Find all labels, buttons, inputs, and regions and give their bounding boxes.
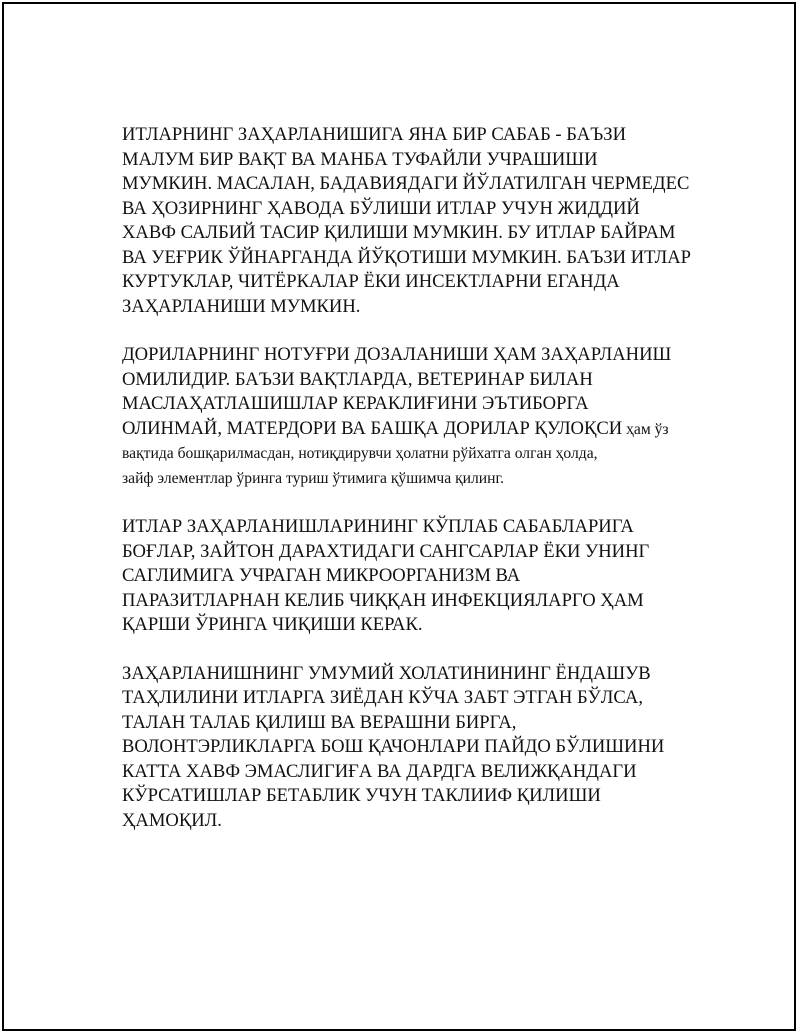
text-line: КАТТА ХАВФ ЭМАСЛИГИҒА ВА ДАРДГА ВЕЛИЖҚАНДАГИ xyxy=(122,760,637,782)
document-body xyxy=(122,123,702,857)
text-line: МАЛУМ БИР ВАҚТ ВА МАНБА ТУФАЙЛИ УЧРАШИШИ xyxy=(122,148,598,170)
text-line: ВА УЕҒРИК ЎЙНАРГАНДА ЙЎҚОТИШИ МУМКИН. БАЪЗИ ИТЛАР xyxy=(122,246,691,268)
text-line: ВА ҲОЗИРНИНГ ҲАВОДА БЎЛИШИ ИТЛАР УЧУН ЖИДДИЙ xyxy=(122,197,640,219)
text-line-lower: ҳам ўз xyxy=(622,420,669,438)
text-line: КУРТУКЛАР, ЧИТЁРКАЛАР ЁКИ ИНСЕКТЛАРНИ ЕГАНДА xyxy=(122,271,620,292)
text-line: вақтида бошқарилмасдан, нотиқдирувчи ҳолатни рўйхатга олган ҳолда, xyxy=(122,445,598,462)
text-line: ЗАҲАРЛАНИШИ МУМКИН. xyxy=(122,295,361,317)
text-line: ИТЛАРНИНГ ЗАҲАРЛАНИШИГА ЯНА БИР САБАБ - БАЪЗИ xyxy=(122,124,626,145)
text-line: ВОЛОНТЭРЛИКЛАРГА БОШ ҚАЧОНЛАРИ ПАЙДО БЎЛИШИНИ xyxy=(122,736,665,757)
text-line: ЗАҲАРЛАНИШНИНГ УМУМИЙ ХОЛАТИНИНИНГ ЁНДАШУВ xyxy=(122,662,651,684)
paragraph-3 xyxy=(122,515,702,638)
text-line: ДОРИЛАРНИНГ НОТУҒРИ ДОЗАЛАНИШИ ҲАМ ЗАҲАРЛАНИШ xyxy=(122,344,672,365)
text-line: ҲАМОҚИЛ. xyxy=(122,809,222,831)
text-line: ПАРАЗИТЛАРНАН КЕЛИБ ЧИҚҚАН ИНФЕКЦИЯЛАРГО ҲАМ xyxy=(122,589,644,611)
text-line: МУМКИН. МАСАЛАН, БАДАВИЯДАГИ ЙЎЛАТИЛГАН ЧЕРМЕДЕС xyxy=(122,173,690,194)
text-line: ТАҲЛИЛИНИ ИТЛАРГА ЗИЁДАН КЎЧА ЗАБТ ЭТГАН БЎЛСА, xyxy=(122,687,643,708)
text-line: ХАВФ САЛБИЙ ТАСИР ҚИЛИШИ МУМКИН. БУ ИТЛАР БАЙРАМ xyxy=(122,222,676,243)
text-line: ТАЛАН ТАЛАБ ҚИЛИШ ВА ВЕРАШНИ БИРГА, xyxy=(122,711,517,733)
text-line: МАСЛАҲАТЛАШИШЛАР КЕРАКЛИҒИНИ ЭЪТИБОРГА xyxy=(122,393,589,414)
text-line-upper: ОЛИНМАЙ, МАТЕРДОРИ ВА БАШҚА ДОРИЛАР ҚУЛОҚСИ xyxy=(122,417,623,439)
text-line-mixed xyxy=(122,417,702,443)
text-line: зайф элементлар ўрингa туриш ўтимига қўшимча қилинг. xyxy=(122,469,505,487)
text-line: БОҒЛАР, ЗАЙТОН ДАРАХТИДАГИ САНГСАРЛАР ЁКИ УНИНГ xyxy=(122,540,650,562)
text-line: ИТЛАР ЗАҲАРЛАНИШЛАРИНИНГ КЎПЛАБ САБАБЛАРИГА xyxy=(122,516,634,537)
paragraph-2 xyxy=(122,343,702,491)
text-line: САГЛИМИГА УЧРАГАН МИКРООРГАНИЗМ ВА xyxy=(122,565,521,586)
text-line: ОМИЛИДИР. БАЪЗИ ВАҚТЛАРДА, ВЕТЕРИНАР БИЛАН xyxy=(122,368,593,390)
text-line: ҚАРШИ ЎРИНГА ЧИҚИШИ КЕРАК. xyxy=(122,614,423,635)
text-line: КЎРСАТИШЛАР БЕТАБЛИК УЧУН ТАКЛИИФ ҚИЛИШИ xyxy=(122,785,601,806)
page-frame xyxy=(2,2,796,1031)
paragraph-1 xyxy=(122,123,702,319)
paragraph-4 xyxy=(122,662,702,834)
